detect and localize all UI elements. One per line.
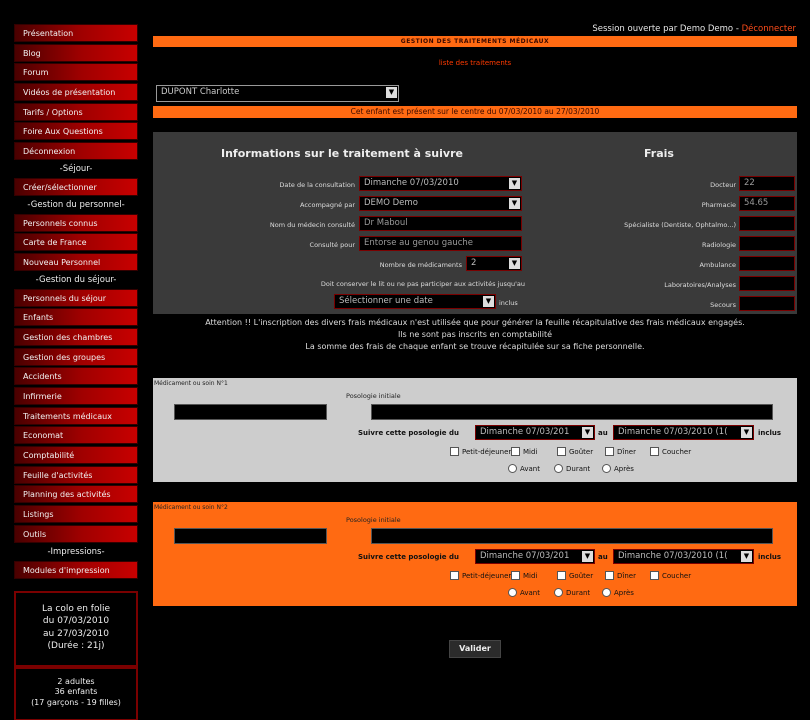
nav-separator-personnel: -Gestion du personnel- [14, 198, 138, 212]
posology-label: Posologie initiale [346, 516, 401, 524]
nb-med-value: 2 [471, 258, 477, 268]
doctor-label: Nom du médecin consulté [269, 221, 355, 229]
bed-label: Doit conserver le lit ou ne pas participer aux activités jusqu'au [320, 280, 525, 288]
posology-from-value: Dimanche 07/03/201 [480, 427, 570, 437]
nav-group-top [14, 24, 138, 160]
radio-avant[interactable] [508, 464, 540, 473]
radio-circle[interactable] [508, 464, 517, 473]
posology-input[interactable] [371, 528, 773, 544]
radio-durant[interactable] [554, 464, 590, 473]
medication-block-1 [153, 378, 797, 482]
medication-block-2 [153, 502, 797, 606]
posology-label: Posologie initiale [346, 392, 401, 400]
stay-duration: (Durée : 21j) [47, 641, 105, 651]
chevron-down-icon: ▼ [582, 551, 593, 562]
medication-name-input[interactable] [174, 528, 327, 544]
stay-end: au 27/03/2010 [43, 628, 109, 639]
radio-label: Après [614, 465, 634, 473]
checkbox-box[interactable] [450, 571, 459, 580]
nav-group-impressions [14, 561, 138, 579]
nav-group-personnel [14, 214, 138, 271]
docteur-label: Docteur [710, 181, 736, 189]
chevron-down-icon: ▼ [741, 551, 752, 562]
consult-label: Consulté pour [309, 241, 355, 249]
notice-line-1: Attention !! L'inscription des divers frais médicaux n'est utilisée que pour générer la feuille récapitulative des frais médicaux engagés. [205, 318, 745, 327]
nav-separator-gestion: -Gestion du séjour- [14, 273, 138, 287]
child-select-value: DUPONT Charlotte [161, 87, 240, 97]
posology-au-label: au [598, 553, 608, 561]
checkbox-petit-dejeuner[interactable] [450, 447, 511, 456]
accomp-select[interactable] [359, 196, 522, 211]
gender-count: (17 garçons - 19 filles) [31, 697, 121, 707]
checkbox-label: Petit-déjeuner [462, 448, 512, 456]
checkbox-label: Goûter [569, 572, 594, 580]
posology-from-select[interactable] [475, 425, 595, 440]
checkbox-midi[interactable] [511, 447, 537, 456]
radiologie-label: Radiologie [702, 241, 736, 249]
date-select[interactable] [359, 176, 522, 191]
radio-label: Durant [566, 465, 591, 473]
checkbox-box[interactable] [557, 447, 566, 456]
session-info [592, 24, 796, 34]
nav-group-sejour [14, 178, 138, 196]
chevron-down-icon: ▼ [582, 427, 593, 438]
checkbox-label: Midi [523, 448, 538, 456]
checkbox-gouter[interactable] [557, 571, 593, 580]
sidebar-item-deconnexion[interactable]: Déconnexion [14, 142, 138, 160]
chevron-down-icon: ▼ [509, 198, 520, 209]
radio-circle[interactable] [554, 464, 563, 473]
posology-to-select[interactable] [613, 425, 754, 440]
checkbox-label: Coucher [662, 572, 692, 580]
sidebar-item-gestion-des-groupes[interactable]: Gestion des groupes [14, 348, 138, 366]
posology-to-value: Dimanche 07/03/2010 (1( [618, 427, 728, 437]
sidebar-item-modules-d-impression[interactable]: Modules d'impression [14, 561, 138, 579]
notice-line-3: La somme des frais de chaque enfant se trouve récapitulée sur sa fiche personnelle. [305, 342, 645, 351]
date-select-value: Dimanche 07/03/2010 [364, 178, 459, 188]
treatments-list-link[interactable]: liste des traitements [438, 59, 512, 67]
notice-line-2: Ils ne sont pas inscrits en comptabilité [397, 330, 553, 339]
checkbox-box[interactable] [650, 447, 659, 456]
radio-apres[interactable] [602, 588, 634, 597]
radio-label: Avant [520, 589, 540, 597]
posology-to-value: Dimanche 07/03/2010 (1( [618, 551, 728, 561]
submit-button[interactable]: Valider [449, 640, 501, 658]
medication-title: Médicament ou soin N°2 [154, 504, 228, 511]
stay-info-box [14, 591, 138, 667]
checkbox-label: Midi [523, 572, 538, 580]
stay-count-box [14, 667, 138, 720]
laboratoires-label: Laboratoires/Analyses [664, 281, 736, 289]
sidebar-item-foire-aux-questions[interactable]: Foire Aux Questions [14, 122, 138, 140]
sidebar-item-gestion-des-chambres[interactable]: Gestion des chambres [14, 328, 138, 346]
chevron-down-icon: ▼ [741, 427, 752, 438]
follow-posology-label: Suivre cette posologie du [358, 429, 459, 437]
radio-label: Durant [566, 589, 591, 597]
laboratoires-input[interactable] [739, 276, 795, 291]
bed-inclus: inclus [499, 299, 518, 307]
sidebar-item-presentation[interactable]: Présentation [14, 24, 138, 42]
checkbox-label: Dîner [617, 448, 636, 456]
chevron-down-icon: ▼ [509, 178, 520, 189]
frais-heading: Frais [644, 147, 674, 160]
checkbox-coucher[interactable] [650, 571, 691, 580]
nb-med-label: Nombre de médicaments [379, 261, 462, 269]
presence-bar: Cet enfant est présent sur le centre du 07/03/2010 au 27/03/2010 [153, 106, 797, 118]
checkbox-diner[interactable] [605, 571, 636, 580]
pharmacie-input[interactable]: 54.65 [739, 196, 795, 211]
radio-circle[interactable] [602, 588, 611, 597]
session-text: Session ouverte par Demo Demo - [592, 24, 742, 34]
medication-name-input[interactable] [174, 404, 327, 420]
sidebar-item-outils[interactable]: Outils [14, 525, 138, 543]
sidebar-item-economat[interactable]: Economat [14, 426, 138, 444]
posology-from-value: Dimanche 07/03/201 [480, 551, 570, 561]
info-heading: Informations sur le traitement à suivre [221, 147, 463, 160]
sidebar-item-enfants[interactable]: Enfants [14, 308, 138, 326]
checkbox-midi[interactable] [511, 571, 537, 580]
radio-label: Avant [520, 465, 540, 473]
section-title-bar: GESTION DES TRAITEMENTS MÉDICAUX [153, 36, 797, 47]
specialiste-input[interactable] [739, 216, 795, 231]
radiologie-input[interactable] [739, 236, 795, 251]
radio-avant[interactable] [508, 588, 540, 597]
sidebar-item-blog[interactable]: Blog [14, 44, 138, 62]
radio-label: Après [614, 589, 634, 597]
ambulance-input[interactable] [739, 256, 795, 271]
fees-notice [153, 317, 797, 353]
sidebar-item-videos-de-presentation[interactable]: Vidéos de présentation [14, 83, 138, 101]
sidebar-item-creer-selectionner[interactable]: Créer/sélectionner [14, 178, 138, 196]
sidebar-item-comptabilite[interactable]: Comptabilité [14, 446, 138, 464]
follow-posology-label: Suivre cette posologie du [358, 553, 459, 561]
sidebar-item-personnels-du-sejour[interactable]: Personnels du séjour [14, 289, 138, 307]
posology-au-label: au [598, 429, 608, 437]
checkbox-box[interactable] [605, 447, 614, 456]
secours-label: Secours [710, 301, 736, 309]
checkbox-label: Petit-déjeuner [462, 572, 512, 580]
sidebar-item-traitements-medicaux[interactable]: Traitements médicaux [14, 407, 138, 425]
nb-med-select[interactable] [466, 256, 522, 271]
docteur-input[interactable]: 22 [739, 176, 795, 191]
checkbox-box[interactable] [450, 447, 459, 456]
checkbox-petit-dejeuner[interactable] [450, 571, 511, 580]
children-count: 36 enfants [54, 687, 98, 696]
child-select[interactable] [156, 85, 399, 102]
stay-start: du 07/03/2010 [42, 616, 110, 626]
checkbox-label: Dîner [617, 572, 636, 580]
treatment-info-panel [153, 132, 797, 314]
consult-input[interactable]: Entorse au genou gauche [359, 236, 522, 251]
radio-durant[interactable] [554, 588, 590, 597]
checkbox-coucher[interactable] [650, 447, 691, 456]
posology-from-select[interactable] [475, 549, 595, 564]
bed-date-value: Sélectionner une date [339, 296, 433, 306]
checkbox-gouter[interactable] [557, 447, 593, 456]
sidebar-item-forum[interactable]: Forum [14, 63, 138, 81]
checkbox-label: Coucher [662, 448, 692, 456]
specialiste-label: Spécialiste (Dentiste, Ophtalmo...) [624, 221, 736, 229]
adults-count: 2 adultes [57, 676, 95, 686]
sidebar-item-planning-des-activites[interactable]: Planning des activités [14, 485, 138, 503]
checkbox-label: Goûter [569, 448, 594, 456]
sidebar-item-personnels-connus[interactable]: Personnels connus [14, 214, 138, 232]
nav-group-gestion [14, 289, 138, 543]
chevron-down-icon: ▼ [386, 87, 397, 98]
bed-date-select[interactable] [334, 294, 496, 309]
checkbox-diner[interactable] [605, 447, 636, 456]
posology-inclus-label: inclus [758, 429, 782, 437]
stay-name: La colo en folie [41, 603, 111, 614]
sidebar-item-infirmerie[interactable]: Infirmerie [14, 387, 138, 405]
nav-separator-impressions: -Impressions- [14, 545, 138, 559]
doctor-input[interactable]: Dr Maboul [359, 216, 522, 231]
accomp-select-value: DEMO Demo [364, 198, 418, 208]
checkbox-box[interactable] [557, 571, 566, 580]
sidebar-item-nouveau-personnel[interactable]: Nouveau Personnel [14, 253, 138, 271]
sidebar-item-tarifs-options[interactable]: Tarifs / Options [14, 103, 138, 121]
logout-link[interactable]: Déconnecter [741, 24, 796, 34]
checkbox-box[interactable] [511, 447, 520, 456]
nav-separator-sejour: -Séjour- [14, 162, 138, 176]
posology-to-select[interactable] [613, 549, 754, 564]
ambulance-label: Ambulance [699, 261, 736, 269]
checkbox-box[interactable] [605, 571, 614, 580]
chevron-down-icon: ▼ [483, 296, 494, 307]
radio-circle[interactable] [554, 588, 563, 597]
radio-apres[interactable] [602, 464, 634, 473]
date-label: Date de la consultation [279, 181, 355, 189]
radio-circle[interactable] [602, 464, 611, 473]
medication-title: Médicament ou soin N°1 [154, 380, 228, 387]
posology-input[interactable] [371, 404, 773, 420]
sidebar-item-carte-de-france[interactable]: Carte de France [14, 233, 138, 251]
radio-circle[interactable] [508, 588, 517, 597]
chevron-down-icon: ▼ [509, 258, 520, 269]
checkbox-box[interactable] [650, 571, 659, 580]
posology-inclus-label: inclus [758, 553, 782, 561]
sidebar [14, 24, 138, 720]
checkbox-box[interactable] [511, 571, 520, 580]
sidebar-item-accidents[interactable]: Accidents [14, 367, 138, 385]
pharmacie-label: Pharmacie [701, 201, 736, 209]
sidebar-item-listings[interactable]: Listings [14, 505, 138, 523]
secours-input[interactable] [739, 296, 795, 311]
sidebar-item-feuille-d-activites[interactable]: Feuille d'activités [14, 466, 138, 484]
accomp-label: Accompagné par [300, 201, 355, 209]
